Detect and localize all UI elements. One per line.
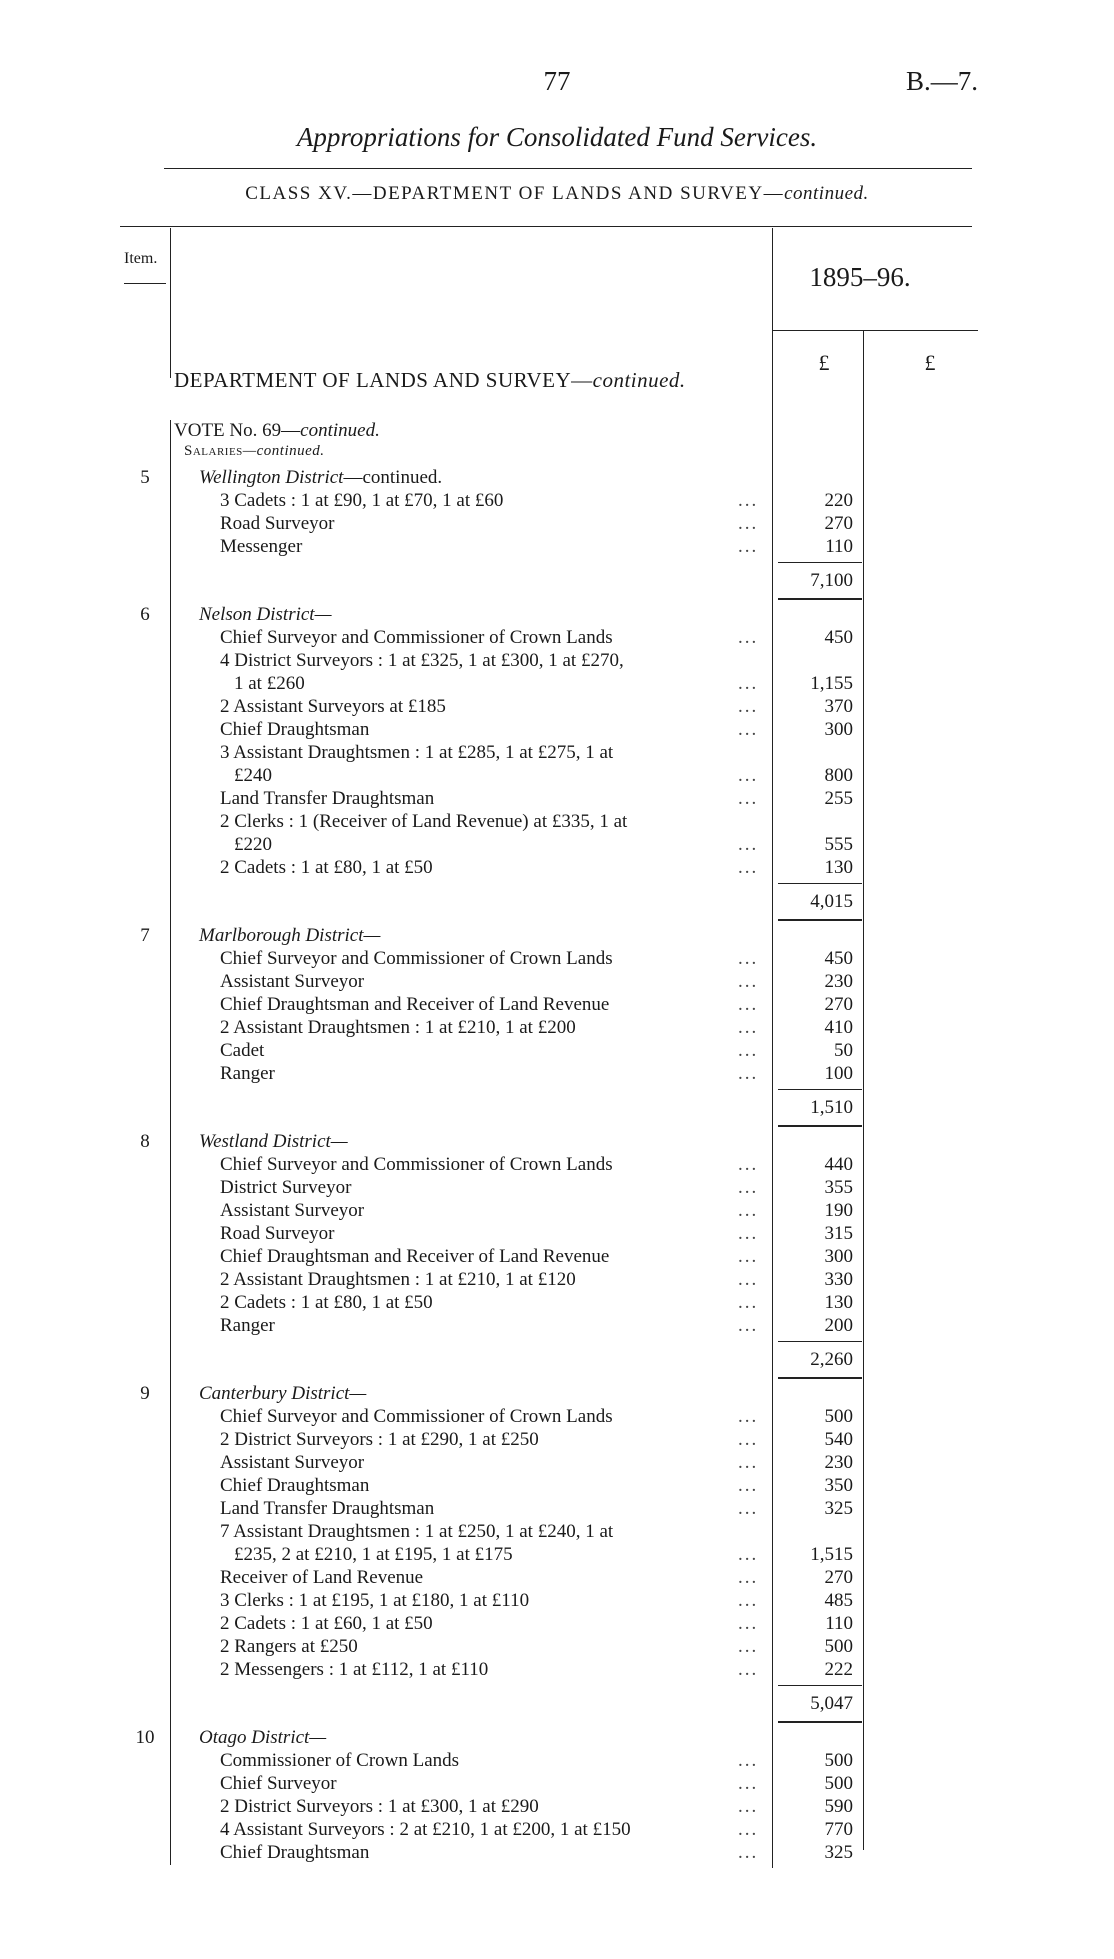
appropriation-line [0, 718, 1114, 741]
district-name [199, 1382, 366, 1405]
line-amount: 770 [824, 1819, 853, 1840]
line-description: Assistant Surveyor [220, 1452, 365, 1473]
leader-dots: ... [738, 1017, 759, 1038]
district-heading-row [0, 603, 1114, 626]
table-top-rule [120, 226, 972, 227]
appropriation-line [0, 1405, 1114, 1428]
appropriation-line [0, 810, 1114, 833]
district-name [199, 924, 380, 947]
department-heading [174, 368, 686, 393]
leader-dots: ... [738, 673, 759, 694]
appropriation-line [0, 1497, 1114, 1520]
line-description: Road Surveyor [220, 513, 335, 534]
line-amount: 300 [824, 719, 853, 740]
line-description: Chief Draughtsman [220, 1842, 370, 1863]
leader-dots: ... [738, 1796, 759, 1817]
section-subtotal: 7,100 [810, 570, 853, 591]
line-description: 3 Clerks : 1 at £195, 1 at £180, 1 at £110 [220, 1590, 530, 1611]
subtotal-rule-top [778, 883, 862, 884]
leader-dots: ... [738, 788, 759, 809]
line-amount: 410 [824, 1017, 853, 1038]
line-amount: 500 [824, 1636, 853, 1657]
line-amount: 130 [824, 857, 853, 878]
district-heading-row [0, 1130, 1114, 1153]
appropriation-line [0, 672, 1114, 695]
line-description: 1 at £260 [234, 673, 305, 694]
appropriation-line [0, 1635, 1114, 1658]
line-amount: 110 [825, 1613, 853, 1634]
section-subtotal: 2,260 [810, 1349, 853, 1370]
appropriation-line [0, 1428, 1114, 1451]
leader-dots: ... [738, 1773, 759, 1794]
item-number: 10 [135, 1727, 155, 1748]
line-description: 2 Assistant Draughtsmen : 1 at £210, 1 at £200 [220, 1017, 576, 1038]
leader-dots: ... [738, 1292, 759, 1313]
leader-dots: ... [738, 1452, 759, 1473]
appropriation-line [0, 1039, 1114, 1062]
district-name [199, 1130, 348, 1153]
leader-dots: ... [738, 627, 759, 648]
line-description: Ranger [220, 1315, 275, 1336]
appropriation-line [0, 741, 1114, 764]
appropriation-line [0, 1153, 1114, 1176]
line-description: Chief Surveyor and Commissioner of Crown Lands [220, 627, 613, 648]
line-description: 4 Assistant Surveyors : 2 at £210, 1 at £200, 1 at £150 [220, 1819, 631, 1840]
leader-dots: ... [738, 1429, 759, 1450]
appropriation-line [0, 1612, 1114, 1635]
leader-dots: ... [738, 1154, 759, 1175]
leader-dots: ... [738, 857, 759, 878]
appropriation-line [0, 1772, 1114, 1795]
line-amount: 500 [824, 1406, 853, 1427]
line-amount: 370 [824, 696, 853, 717]
line-amount: 555 [824, 834, 853, 855]
leader-dots: ... [738, 1040, 759, 1061]
leader-dots: ... [738, 513, 759, 534]
subtotal-rule-top [778, 1089, 862, 1090]
appropriation-line [0, 1658, 1114, 1681]
line-description: Land Transfer Draughtsman [220, 1498, 435, 1519]
line-description: Messenger [220, 536, 303, 557]
leader-dots: ... [738, 1750, 759, 1771]
leader-dots: ... [738, 1200, 759, 1221]
appropriation-line [0, 649, 1114, 672]
leader-dots: ... [738, 1590, 759, 1611]
line-description: Chief Surveyor [220, 1773, 337, 1794]
line-description: Cadet [220, 1040, 265, 1061]
leader-dots: ... [738, 1475, 759, 1496]
appropriation-line [0, 787, 1114, 810]
section-subtotal: 4,015 [810, 891, 853, 912]
leader-dots: ... [738, 1636, 759, 1657]
appropriation-line [0, 764, 1114, 787]
class-heading [0, 183, 1114, 205]
leader-dots: ... [738, 1613, 759, 1634]
line-description: Chief Surveyor and Commissioner of Crown Lands [220, 948, 613, 969]
salaries-continued: —continued. [242, 443, 325, 459]
line-description: Chief Draughtsman and Receiver of Land Revenue [220, 1246, 610, 1267]
line-description: 2 District Surveyors : 1 at £290, 1 at £250 [220, 1429, 539, 1450]
appropriation-line [0, 1199, 1114, 1222]
vote-heading [174, 420, 380, 442]
item-column-divider-top [170, 228, 171, 378]
line-amount: 590 [824, 1796, 853, 1817]
district-suffix: —continued. [343, 467, 443, 488]
department-name: DEPARTMENT OF LANDS AND SURVEY— [174, 368, 593, 392]
line-amount: 500 [824, 1750, 853, 1771]
line-description: 2 District Surveyors : 1 at £300, 1 at £290 [220, 1796, 539, 1817]
district-label: Canterbury District— [199, 1383, 367, 1404]
leader-dots: ... [738, 1659, 759, 1680]
item-column-header: Item. [124, 250, 158, 267]
document-reference: B.—7. [905, 66, 978, 96]
leader-dots: ... [738, 971, 759, 992]
department-continued: continued. [592, 368, 686, 392]
district-name [199, 466, 442, 489]
line-amount: 222 [824, 1659, 853, 1680]
leader-dots: ... [738, 696, 759, 717]
subtotal-rule-top [778, 1685, 862, 1686]
line-description: 2 Assistant Draughtsmen : 1 at £210, 1 at £120 [220, 1269, 576, 1290]
appropriation-line [0, 1841, 1114, 1864]
leader-dots: ... [738, 1063, 759, 1084]
leader-dots: ... [738, 1544, 759, 1565]
appropriation-line [0, 947, 1114, 970]
appropriation-line [0, 1268, 1114, 1291]
year-header: 1895–96. [809, 262, 911, 292]
district-heading-row [0, 924, 1114, 947]
line-description: Road Surveyor [220, 1223, 335, 1244]
subtotal-rule-bottom [778, 598, 862, 600]
subtotal-rule-bottom [778, 1377, 862, 1379]
appropriation-line [0, 833, 1114, 856]
leader-dots: ... [738, 948, 759, 969]
appropriation-line [0, 512, 1114, 535]
leader-dots: ... [738, 1315, 759, 1336]
line-description: £220 [234, 834, 272, 855]
district-name [199, 1726, 326, 1749]
line-amount: 500 [824, 1773, 853, 1794]
appropriation-line [0, 970, 1114, 993]
line-amount: 200 [824, 1315, 853, 1336]
line-amount: 230 [824, 1452, 853, 1473]
line-amount: 440 [824, 1154, 853, 1175]
line-description: 3 Cadets : 1 at £90, 1 at £70, 1 at £60 [220, 490, 504, 511]
district-heading-row [0, 1726, 1114, 1749]
salaries-heading [184, 443, 325, 460]
appropriation-line [0, 1291, 1114, 1314]
line-amount: 450 [824, 948, 853, 969]
appropriation-line [0, 1245, 1114, 1268]
vote-label: VOTE No. 69— [174, 420, 301, 441]
class-heading-continued: continued. [784, 183, 869, 204]
appropriation-line [0, 1818, 1114, 1841]
appropriation-line [0, 1749, 1114, 1772]
line-description: Commissioner of Crown Lands [220, 1750, 460, 1771]
item-number: 5 [140, 467, 150, 488]
leader-dots: ... [738, 1177, 759, 1198]
appropriation-line [0, 1314, 1114, 1337]
district-label: Nelson District— [199, 604, 332, 625]
district-label: Marlborough District— [199, 925, 381, 946]
appropriation-line [0, 1451, 1114, 1474]
line-description: 2 Cadets : 1 at £80, 1 at £50 [220, 857, 433, 878]
district-name [199, 603, 331, 626]
line-description: 2 Cadets : 1 at £80, 1 at £50 [220, 1292, 433, 1313]
line-amount: 485 [824, 1590, 853, 1611]
line-amount: 1,515 [810, 1544, 853, 1565]
class-heading-text: CLASS XV.—DEPARTMENT OF LANDS AND SURVEY— [245, 183, 785, 204]
appropriation-line [0, 626, 1114, 649]
line-amount: 355 [824, 1177, 853, 1198]
item-number: 9 [140, 1383, 150, 1404]
title-rule [164, 168, 972, 169]
leader-dots: ... [738, 1223, 759, 1244]
line-description: Chief Draughtsman [220, 1475, 370, 1496]
item-number: 6 [140, 604, 150, 625]
leader-dots: ... [738, 1498, 759, 1519]
line-description: Receiver of Land Revenue [220, 1567, 424, 1588]
line-description: Land Transfer Draughtsman [220, 788, 435, 809]
line-amount: 315 [824, 1223, 853, 1244]
appropriation-line [0, 1795, 1114, 1818]
subtotal-rule-bottom [778, 919, 862, 921]
line-description: Chief Draughtsman [220, 719, 370, 740]
year-header-rule [772, 330, 978, 331]
line-amount: 230 [824, 971, 853, 992]
section-subtotal: 5,047 [810, 1693, 853, 1714]
subtotal-rule-bottom [778, 1721, 862, 1723]
page-number: 77 [543, 66, 571, 96]
line-description: £240 [234, 765, 272, 786]
line-amount: 350 [824, 1475, 853, 1496]
leader-dots: ... [738, 719, 759, 740]
item-header-underline [124, 283, 166, 284]
line-amount: 110 [825, 536, 853, 557]
salaries-label: Salaries [184, 443, 243, 459]
line-amount: 300 [824, 1246, 853, 1267]
leader-dots: ... [738, 765, 759, 786]
appropriation-line [0, 1176, 1114, 1199]
line-amount: 800 [824, 765, 853, 786]
page-title: Appropriations for Consolidated Fund Services. [296, 122, 818, 152]
appropriation-line [0, 1016, 1114, 1039]
appropriation-line [0, 1062, 1114, 1085]
vote-continued: continued. [300, 420, 380, 441]
appropriation-line [0, 1589, 1114, 1612]
line-description: 2 Rangers at £250 [220, 1636, 358, 1657]
leader-dots: ... [738, 1269, 759, 1290]
leader-dots: ... [738, 1819, 759, 1840]
line-amount: 325 [824, 1842, 853, 1863]
line-amount: 130 [824, 1292, 853, 1313]
line-amount: 325 [824, 1498, 853, 1519]
line-description: Chief Surveyor and Commissioner of Crown Lands [220, 1406, 613, 1427]
leader-dots: ... [738, 994, 759, 1015]
line-amount: 540 [824, 1429, 853, 1450]
leader-dots: ... [738, 1567, 759, 1588]
line-description: £235, 2 at £210, 1 at £195, 1 at £175 [234, 1544, 513, 1565]
appropriation-line [0, 1520, 1114, 1543]
leader-dots: ... [738, 1246, 759, 1267]
leader-dots: ... [738, 1842, 759, 1863]
appropriation-line [0, 856, 1114, 879]
line-description: 2 Cadets : 1 at £60, 1 at £50 [220, 1613, 433, 1634]
line-amount: 50 [834, 1040, 853, 1061]
line-amount: 450 [824, 627, 853, 648]
leader-dots: ... [738, 834, 759, 855]
appropriation-line [0, 489, 1114, 512]
subtotal-rule-top [778, 562, 862, 563]
leader-dots: ... [738, 1406, 759, 1427]
line-description: 3 Assistant Draughtsmen : 1 at £285, 1 at £275, 1 at [220, 742, 614, 763]
appropriation-line [0, 1566, 1114, 1589]
district-heading-row [0, 1382, 1114, 1405]
line-amount: 270 [824, 513, 853, 534]
line-description: 7 Assistant Draughtsmen : 1 at £250, 1 at £240, 1 at [220, 1521, 614, 1542]
line-description: 2 Clerks : 1 (Receiver of Land Revenue) at £335, 1 at [220, 811, 628, 832]
line-description: District Surveyor [220, 1177, 352, 1198]
subtotal-rule-top [778, 1341, 862, 1342]
line-amount: 270 [824, 994, 853, 1015]
appropriation-line [0, 1474, 1114, 1497]
line-description: 2 Messengers : 1 at £112, 1 at £110 [220, 1659, 489, 1680]
pound-unit-col1: £ [818, 350, 830, 375]
item-number: 7 [140, 925, 150, 946]
leader-dots: ... [738, 490, 759, 511]
district-label: Westland District— [199, 1131, 348, 1152]
line-amount: 330 [824, 1269, 853, 1290]
appropriation-line [0, 695, 1114, 718]
district-label: Wellington District [199, 467, 344, 488]
appropriation-line [0, 1543, 1114, 1566]
line-amount: 270 [824, 1567, 853, 1588]
line-description: Assistant Surveyor [220, 1200, 365, 1221]
line-description: Chief Surveyor and Commissioner of Crown Lands [220, 1154, 613, 1175]
line-description: Ranger [220, 1063, 275, 1084]
line-description: Assistant Surveyor [220, 971, 365, 992]
district-heading-row [0, 466, 1114, 489]
appropriation-line [0, 993, 1114, 1016]
pound-unit-col2: £ [924, 350, 936, 375]
leader-dots: ... [738, 536, 759, 557]
subtotal-rule-bottom [778, 1125, 862, 1127]
line-description: 2 Assistant Surveyors at £185 [220, 696, 446, 717]
item-number: 8 [140, 1131, 150, 1152]
appropriation-line [0, 535, 1114, 558]
appropriation-line [0, 1222, 1114, 1245]
line-amount: 1,155 [810, 673, 853, 694]
line-amount: 220 [824, 490, 853, 511]
line-description: Chief Draughtsman and Receiver of Land Revenue [220, 994, 610, 1015]
district-label: Otago District— [199, 1727, 327, 1748]
line-amount: 190 [824, 1200, 853, 1221]
section-subtotal: 1,510 [810, 1097, 853, 1118]
line-amount: 255 [824, 788, 853, 809]
line-description: 4 District Surveyors : 1 at £325, 1 at £300, 1 at £270, [220, 650, 624, 671]
line-amount: 100 [824, 1063, 853, 1084]
